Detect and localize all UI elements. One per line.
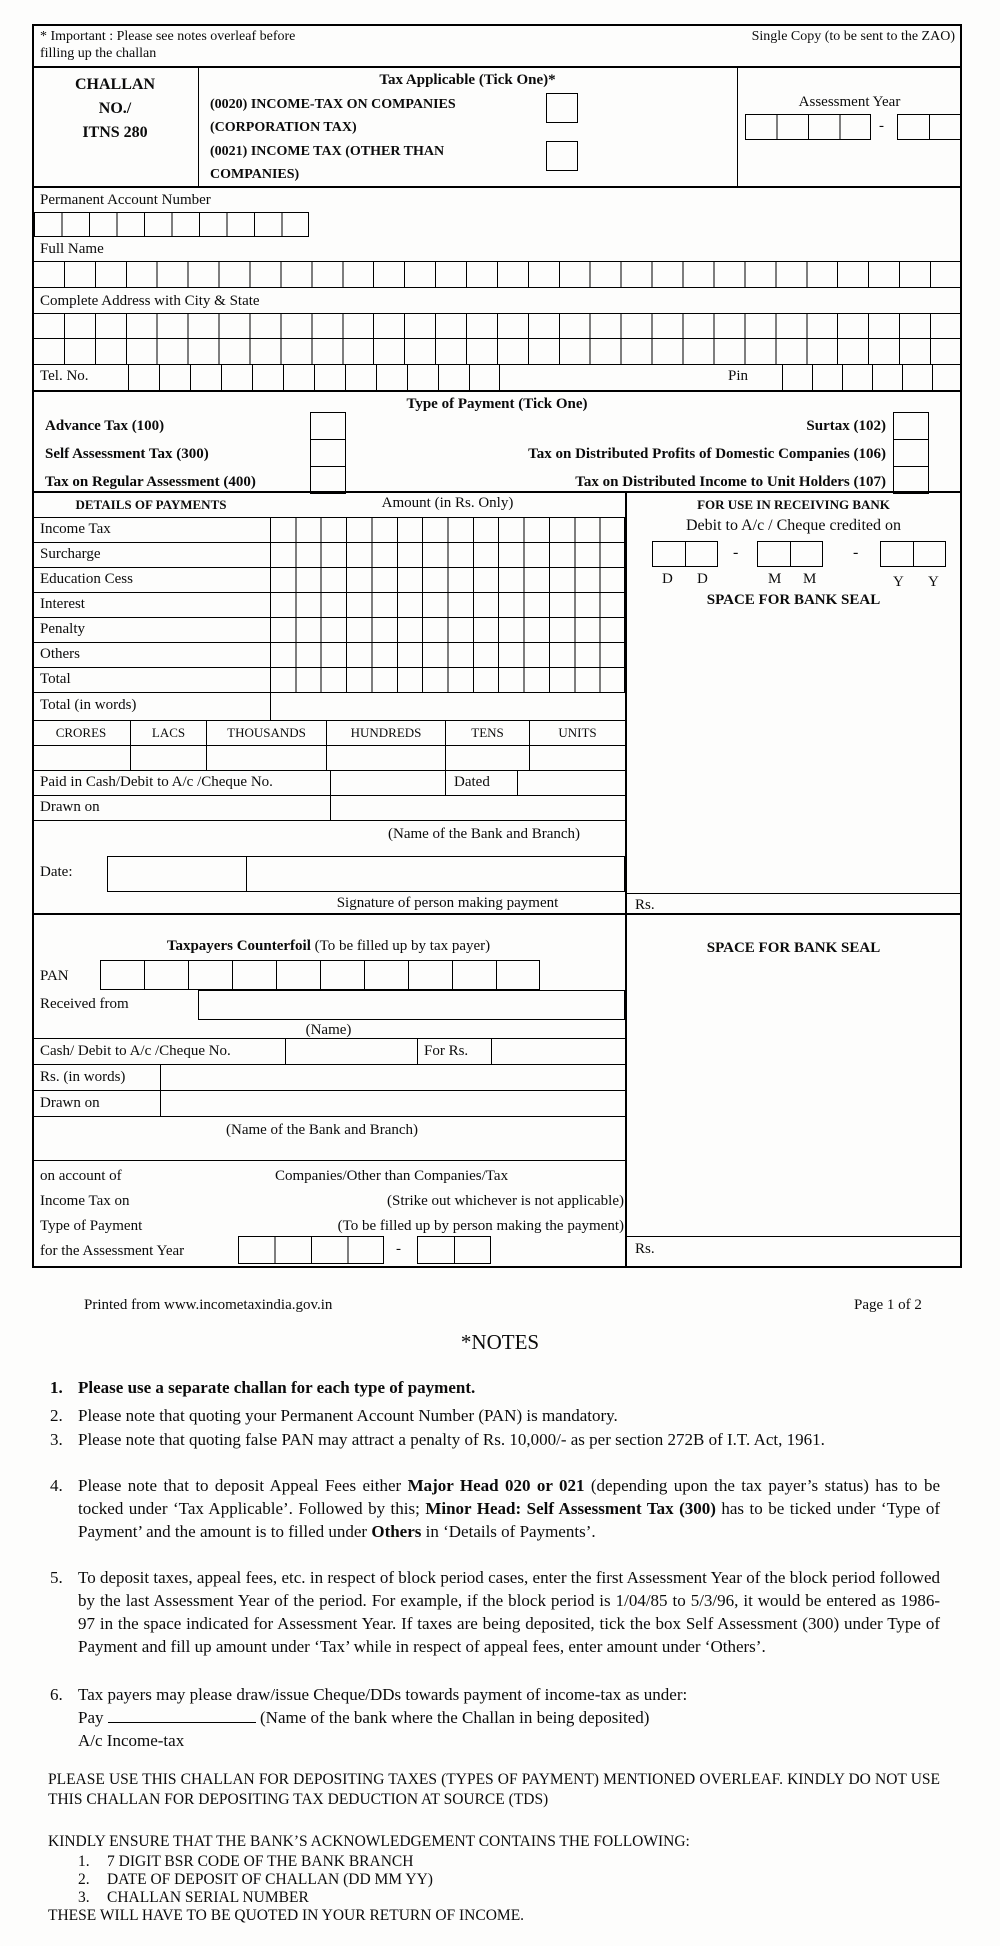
type-of-payment-title: Type of Payment (Tick One)	[406, 396, 588, 412]
bank-seal-label: SPACE FOR BANK SEAL	[706, 592, 881, 608]
note-4	[48, 1474, 940, 1543]
note-2	[48, 1404, 940, 1427]
checkbox-surtax[interactable]	[893, 412, 929, 440]
denominations-input-row[interactable]	[32, 745, 625, 771]
option-0020-label-line1: (0020) INCOME-TAX ON COMPANIES	[210, 97, 456, 112]
date-letter-y2: Y	[928, 574, 939, 590]
row-line	[32, 1090, 625, 1091]
ack-item-2-number: 2.	[78, 1871, 90, 1888]
row-line	[32, 1064, 625, 1065]
row-label-education-cess: Education Cess	[40, 571, 133, 587]
option-0021-label-line1: (0021) INCOME TAX (OTHER THAN	[210, 144, 445, 159]
counterfoil-ay-dash: -	[396, 1241, 401, 1257]
note-6-pay-suffix: (Name of the bank where the Challan in being deposited)	[260, 1708, 650, 1727]
counterfoil-title	[32, 938, 625, 955]
ack-item-2-text: DATE OF DEPOSIT OF CHALLAN (DD MM YY)	[107, 1871, 433, 1888]
note-2-number: 2.	[50, 1406, 63, 1425]
option-0021-label-line2: COMPANIES)	[210, 167, 300, 182]
signature-label: Signature of person making payment	[336, 895, 559, 911]
printed-from-note: Printed from www.incometaxindia.gov.in	[84, 1297, 333, 1313]
denomination-units: UNITS	[558, 724, 597, 740]
notes-title: *NOTES	[460, 1330, 540, 1354]
note-4-bold-others: Others	[371, 1522, 422, 1541]
denomination-input-cell[interactable]	[131, 745, 207, 770]
regular-assessment-tax-label: Tax on Regular Assessment (400)	[45, 474, 256, 490]
pin-input-grid[interactable]	[782, 364, 962, 391]
amount-grid-education-cess[interactable]	[270, 567, 625, 593]
denomination-input-cell[interactable]	[530, 745, 625, 770]
counterfoil-name-label: (Name)	[305, 1022, 352, 1038]
denomination-hundreds: HUNDREDS	[327, 720, 446, 745]
assessment-year-label: Assessment Year	[798, 94, 901, 110]
date-letter-m2: M	[803, 571, 817, 587]
counterfoil-title-rest: (To be filled up by tax payer)	[310, 938, 491, 954]
on-account-of-label: on account of	[40, 1168, 122, 1184]
pan-input-grid[interactable]	[34, 212, 309, 237]
cell-divider	[491, 1038, 492, 1064]
rs-row-line	[625, 1236, 962, 1237]
pan-section-label: Permanent Account Number	[40, 192, 211, 208]
amount-grid-income-tax[interactable]	[270, 517, 625, 543]
bank-date-mm-grid[interactable]	[757, 541, 823, 567]
challan-no-line1: CHALLAN	[74, 76, 155, 93]
for-rs-label: For Rs.	[424, 1043, 469, 1059]
bank-branch-label: (Name of the Bank and Branch)	[388, 826, 581, 842]
distributed-profits-label: Tax on Distributed Profits of Domestic Companies (106)	[528, 446, 886, 462]
received-from-label: Received from	[40, 996, 129, 1012]
amount-grid-total[interactable]	[270, 667, 625, 693]
denomination-thousands: THOUSANDS	[207, 720, 327, 745]
ack-item-3-text: CHALLAN SERIAL NUMBER	[107, 1889, 309, 1906]
assessment-year-start-grid[interactable]	[745, 114, 871, 140]
signature-box[interactable]	[246, 856, 625, 892]
note-4-text-pre: Please note that to deposit Appeal Fees either	[78, 1476, 408, 1495]
amount-grid-surcharge[interactable]	[270, 542, 625, 568]
note-4-text-tail: in ‘Details of Payments’.	[421, 1522, 596, 1541]
counterfoil-drawn-on-label: Drawn on	[40, 1095, 100, 1111]
date-input-box[interactable]	[107, 856, 247, 892]
total-words-divider	[270, 692, 271, 720]
page-indicator: Page 1 of 2	[854, 1297, 922, 1313]
row-line	[32, 617, 270, 618]
single-copy-note: Single Copy (to be sent to the ZAO)	[751, 29, 955, 44]
amount-grid-penalty[interactable]	[270, 617, 625, 643]
row-label-penalty: Penalty	[40, 621, 85, 637]
row-line	[32, 1038, 625, 1039]
counterfoil-type-of-payment-label: Type of Payment	[40, 1218, 143, 1234]
tax-applicable-title: Tax Applicable (Tick One)*	[379, 72, 556, 88]
denomination-input-cell[interactable]	[32, 745, 131, 770]
note-1-number: 1.	[50, 1378, 63, 1397]
note-6-text: Tax payers may please draw/issue Cheque/DDs towards payment of income-tax as under:	[78, 1685, 688, 1704]
total-in-words-label: Total (in words)	[40, 697, 137, 713]
checkbox-regular-assessment-tax[interactable]	[310, 466, 346, 494]
distributed-income-label: Tax on Distributed Income to Unit Holders (107)	[575, 474, 886, 490]
full-name-label: Full Name	[40, 241, 104, 257]
row-label-income-tax: Income Tax	[40, 521, 111, 537]
row-line	[32, 1116, 625, 1117]
important-note-line1: * Important : Please see notes overleaf before	[40, 29, 296, 44]
strike-out-note: (Strike out whichever is not applicable)	[386, 1193, 624, 1209]
dated-label: Dated	[454, 774, 490, 790]
option-0020-label-line2: (CORPORATION TAX)	[210, 120, 357, 135]
address-input-grid-row2[interactable]	[33, 338, 961, 365]
note-3	[48, 1428, 940, 1451]
row-line	[32, 692, 625, 693]
bottom-warning: PLEASE USE THIS CHALLAN FOR DEPOSITING TAXES (TYPES OF PAYMENT) MENTIONED OVERLEAF. KINDLY DO NOT USE THIS CHALLAN FOR DEPOSITING TAX DEDUCTION AT SOURCE (TDS)	[48, 1771, 940, 1808]
important-note-line2: filling up the challan	[40, 46, 157, 61]
pin-label: Pin	[728, 368, 749, 384]
row-line	[32, 642, 270, 643]
cell-divider	[517, 770, 518, 795]
divider-counterfoil-top	[32, 913, 962, 915]
note-4-text-mid2: has to be ticked under ‘Type of Payment’ and the amount is to filled under	[78, 1499, 940, 1541]
row-label-total: Total	[40, 671, 71, 687]
date-label: Date:	[40, 864, 73, 880]
counterfoil-rs-label: Rs.	[635, 1241, 655, 1257]
denomination-input-cell[interactable]	[207, 745, 327, 770]
details-of-payments-title: DETAILS OF PAYMENTS	[75, 497, 227, 512]
divider-details-top	[32, 491, 962, 493]
row-line	[32, 667, 270, 668]
assessment-year-end-grid[interactable]	[897, 114, 961, 140]
amount-grid-interest[interactable]	[270, 592, 625, 618]
row-label-others: Others	[40, 646, 80, 662]
rs-label: Rs.	[635, 897, 655, 913]
note-5-text: To deposit taxes, appeal fees, etc. in respect of block period cases, enter the first Assessment Year of the block period followed by the last Assessment Year of the period. For example, if the block period is 1/04/85 to 5/3/96, it would be entered as 1986-97 in the space indicated for Assessment Year. If taxes are being deposited, tick the box Self Assessment (300) under Type of Payment and fill up amount under ‘Tax’ while in respect of appeal fees, enter amount under ‘Others’.	[78, 1568, 940, 1656]
self-assessment-tax-label: Self Assessment Tax (300)	[45, 446, 209, 462]
note-6-pay-blank-line	[108, 1708, 256, 1723]
denomination-input-cell[interactable]	[327, 745, 446, 770]
denomination-input-cell[interactable]	[446, 745, 530, 770]
denomination-crores: CRORES	[32, 720, 131, 745]
amount-header: Amount (in Rs. Only)	[381, 495, 514, 511]
ack-item-1-number: 1.	[78, 1853, 90, 1870]
row-line	[32, 542, 270, 543]
cell-divider	[417, 1038, 418, 1064]
note-5-number: 5.	[50, 1568, 63, 1587]
note-5	[48, 1566, 940, 1658]
note-2-text: Please note that quoting your Permanent Account Number (PAN) is mandatory.	[78, 1406, 618, 1425]
bank-date-dash2: -	[853, 544, 859, 561]
tel-input-grid[interactable]	[128, 364, 500, 391]
denominations-row	[32, 720, 625, 746]
divider-challan-row	[32, 186, 962, 188]
row-line	[32, 1160, 625, 1161]
acknowledgement-item-2	[78, 1870, 433, 1890]
note-6-number: 6.	[50, 1685, 63, 1704]
debit-credited-label: Debit to A/c / Cheque credited on	[685, 517, 902, 534]
row-line	[32, 592, 270, 593]
counterfoil-bank-branch-label: (Name of the Bank and Branch)	[226, 1122, 419, 1138]
counterfoil-pan-label: PAN	[40, 968, 69, 984]
ay-cell-border	[737, 66, 738, 186]
companies-strike-text: Companies/Other than Companies/Tax	[275, 1168, 509, 1184]
date-letter-y1: Y	[893, 574, 904, 590]
checkbox-distributed-profits[interactable]	[893, 439, 929, 467]
cell-divider	[285, 1038, 286, 1064]
bank-date-dash1: -	[733, 544, 739, 561]
address-label: Complete Address with City & State	[40, 293, 260, 309]
acknowledgement-title: KINDLY ENSURE THAT THE BANK’S ACKNOWLEDGEMENT CONTAINS THE FOLLOWING:	[48, 1833, 690, 1850]
row-line	[32, 820, 625, 821]
counterfoil-pan-grid[interactable]	[100, 960, 540, 990]
row-line	[32, 795, 625, 796]
counterfoil-bank-seal-label: SPACE FOR BANK SEAL	[706, 940, 881, 956]
acknowledgement-item-3	[78, 1888, 309, 1908]
acknowledgement-item-1	[78, 1852, 413, 1872]
rs-row-line	[625, 893, 962, 894]
paid-in-cash-label: Paid in Cash/Debit to A/c /Cheque No.	[40, 774, 273, 790]
note-6-ac-line: A/c Income-tax	[78, 1731, 185, 1750]
return-of-income-note: THESE WILL HAVE TO BE QUOTED IN YOUR RETURN OF INCOME.	[48, 1907, 525, 1924]
note-4-text-mid1: (depending upon the tax payer’s status) has to be tocked under ‘Tax Applicable’. Followed by this;	[78, 1476, 940, 1518]
checkbox-advance-tax[interactable]	[310, 412, 346, 440]
denomination-lacs: LACS	[131, 720, 207, 745]
tel-label: Tel. No.	[40, 368, 89, 384]
challan-no-line3: ITNS 280	[82, 124, 148, 141]
denomination-tens: TENS	[446, 720, 530, 745]
bank-date-yy-grid[interactable]	[880, 541, 946, 567]
counterfoil-ay-start-grid[interactable]	[238, 1236, 384, 1264]
cash-debit-label: Cash/ Debit to A/c /Cheque No.	[40, 1043, 231, 1059]
note-6	[48, 1683, 940, 1752]
note-1-text: Please use a separate challan for each type of payment.	[78, 1378, 476, 1397]
full-name-input-grid[interactable]	[33, 261, 961, 288]
advance-tax-label: Advance Tax (100)	[45, 418, 165, 434]
note-3-text: Please note that quoting false PAN may attract a penalty of Rs. 10,000/- as per section 272B of I.T. Act, 1961.	[78, 1430, 825, 1449]
address-input-grid-row1[interactable]	[33, 313, 961, 339]
row-label-interest: Interest	[40, 596, 85, 612]
receiving-bank-title: FOR USE IN RECEIVING BANK	[697, 497, 890, 512]
drawn-on-label: Drawn on	[40, 799, 100, 815]
ack-item-1-text: 7 DIGIT BSR CODE OF THE BANK BRANCH	[107, 1853, 414, 1870]
note-6-pay-prefix: Pay	[78, 1708, 104, 1727]
received-from-input[interactable]	[198, 990, 625, 1020]
income-tax-on-label: Income Tax on	[40, 1193, 130, 1209]
rs-in-words-label: Rs. (in words)	[40, 1069, 126, 1085]
assessment-year-dash: -	[879, 118, 884, 134]
counterfoil-ay-end-grid[interactable]	[417, 1236, 491, 1264]
checkbox-0020[interactable]	[546, 93, 578, 123]
row-label-surcharge: Surcharge	[40, 546, 101, 562]
counterfoil-title-bold: Taxpayers Counterfoil	[166, 938, 311, 954]
bank-date-dd-grid[interactable]	[652, 541, 718, 567]
ack-item-3-number: 3.	[78, 1889, 90, 1906]
surtax-label: Surtax (102)	[806, 418, 886, 434]
cell-divider	[445, 770, 446, 795]
note-3-number: 3.	[50, 1430, 63, 1449]
challan-no-line2: NO./	[98, 100, 132, 117]
date-letter-d2: D	[697, 571, 708, 587]
divider-header	[32, 66, 962, 68]
note-4-number: 4.	[50, 1476, 63, 1495]
row-line	[32, 567, 270, 568]
counterfoil-ay-label: for the Assessment Year	[40, 1243, 185, 1259]
checkbox-distributed-income[interactable]	[893, 466, 929, 494]
note-4-bold-major-head: Major Head 020 or 021	[407, 1476, 585, 1495]
date-letter-d1: D	[662, 571, 673, 587]
filled-by-note: (To be filled up by person making the payment)	[337, 1218, 624, 1234]
amount-grid-others[interactable]	[270, 642, 625, 668]
note-1	[48, 1376, 940, 1399]
date-letter-m1: M	[768, 571, 782, 587]
checkbox-self-assessment-tax[interactable]	[310, 439, 346, 467]
note-4-bold-minor-head: Minor Head: Self Assessment Tax (300)	[425, 1499, 716, 1518]
checkbox-0021[interactable]	[546, 141, 578, 171]
